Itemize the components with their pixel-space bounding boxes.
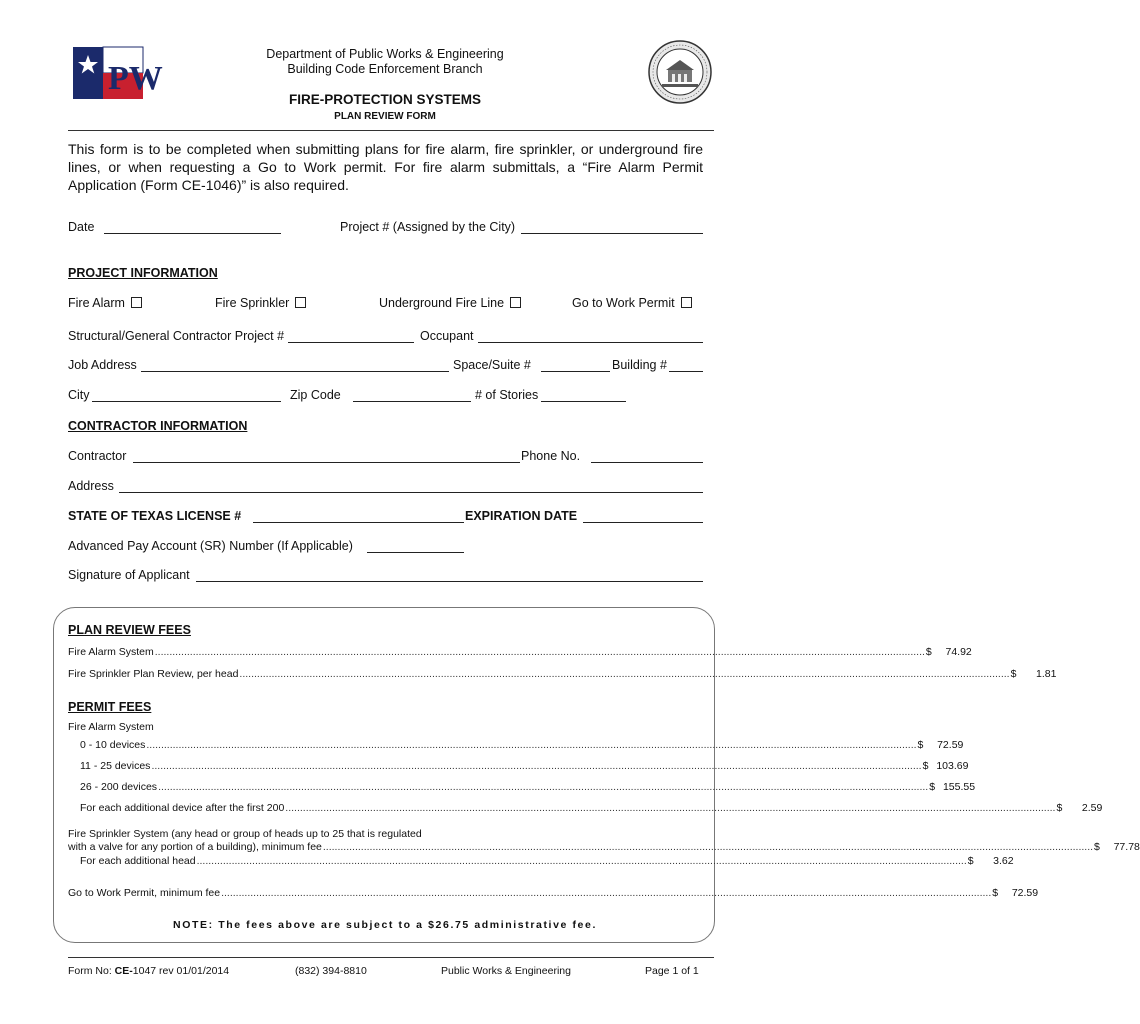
stories-label: # of Stories: [475, 388, 539, 402]
contractor-project-label: Structural/General Contractor Project #: [68, 329, 285, 343]
footer-divider: [68, 957, 714, 958]
city-label: City: [68, 388, 90, 402]
fee-row-additional-device: [68, 802, 1103, 815]
form-subtitle: PLAN REVIEW FORM: [334, 111, 436, 122]
fire-alarm-checkbox[interactable]: [131, 297, 142, 308]
space-suite-field[interactable]: [541, 371, 610, 372]
address-label: Address: [68, 479, 114, 493]
fee-amount: 3.62: [993, 855, 1014, 867]
contractor-field[interactable]: [133, 462, 520, 463]
fee-amount: 1.81: [1035, 668, 1057, 680]
form-title: FIRE-PROTECTION SYSTEMS: [288, 92, 481, 107]
fee-amount: 74.92: [945, 646, 972, 658]
go-to-work-checkbox[interactable]: [681, 297, 692, 308]
plan-review-fees-heading: PLAN REVIEW FEES: [68, 623, 191, 637]
fire-alarm-option[interactable]: [68, 296, 142, 310]
underground-fire-line-option[interactable]: [379, 296, 521, 310]
fee-name: with a valve for any portion of a building), minimum fee: [68, 841, 322, 853]
fee-currency: $: [917, 739, 924, 751]
fee-currency: $: [1056, 802, 1063, 814]
contractor-project-field[interactable]: [288, 342, 414, 343]
fee-name: 0 - 10 devices: [80, 739, 146, 751]
fee-row-26-200: [68, 781, 976, 794]
address-field[interactable]: [119, 492, 703, 493]
fee-currency: $: [1094, 841, 1100, 853]
fee-amount: 77.78: [1113, 841, 1140, 853]
department-name: Department of Public Works & Engineering: [266, 47, 504, 61]
license-label: STATE OF TEXAS LICENSE #: [68, 509, 242, 523]
date-field[interactable]: [104, 233, 281, 234]
fee-name: 11 - 25 devices: [80, 760, 151, 772]
phone-label: Phone No.: [521, 449, 581, 463]
date-label: Date: [68, 220, 95, 234]
logo-lettering: PW: [108, 60, 163, 97]
project-number-label: Project # (Assigned by the City): [340, 220, 516, 234]
fire-alarm-label: Fire Alarm: [68, 296, 125, 310]
fee-name: Fire Sprinkler Plan Review, per head: [68, 668, 239, 680]
page-number: Page 1 of 1: [645, 965, 699, 977]
form-number-revision: 1047 rev 01/01/2014: [132, 965, 230, 977]
fee-amount: 72.59: [937, 739, 964, 751]
fee-note: NOTE: The fees above are subject to a $26.75 administrative fee.: [173, 919, 597, 931]
project-info-heading: PROJECT INFORMATION: [68, 266, 218, 280]
fee-currency: $: [967, 855, 974, 867]
license-field[interactable]: [253, 522, 464, 523]
fee-currency: $: [922, 760, 929, 772]
fire-sprinkler-option[interactable]: [215, 296, 306, 310]
occupant-label: Occupant: [420, 329, 474, 343]
fee-amount: 155.55: [942, 781, 976, 793]
zip-code-label: Zip Code: [290, 388, 341, 402]
permit-fees-heading: PERMIT FEES: [68, 700, 152, 714]
underground-fire-line-label: Underground Fire Line: [379, 296, 505, 310]
occupant-field[interactable]: [478, 342, 703, 343]
fee-row-additional-head: [68, 855, 1014, 868]
fee-name: For each additional device after the first 200: [80, 802, 285, 814]
sprinkler-system-label: Fire Sprinkler System (any head or group of heads up to 25 that is regulated: [68, 828, 422, 840]
go-to-work-label: Go to Work Permit: [572, 296, 675, 310]
fee-row-go-to-work: [68, 887, 1039, 900]
fee-row-plan-alarm: [68, 646, 972, 659]
form-number-prefix: Form No:: [68, 965, 115, 977]
space-suite-label: Space/Suite #: [453, 358, 531, 372]
fee-amount: 72.59: [1011, 887, 1039, 899]
fee-amount: 103.69: [936, 760, 969, 772]
building-label: Building #: [612, 358, 667, 372]
phone-field[interactable]: [591, 462, 703, 463]
job-address-label: Job Address: [68, 358, 137, 372]
contractor-info-heading: CONTRACTOR INFORMATION: [68, 419, 248, 433]
fee-currency: $: [929, 781, 936, 793]
fee-amount: 2.59: [1081, 802, 1103, 814]
fire-sprinkler-label: Fire Sprinkler: [215, 296, 290, 310]
fee-name: Go to Work Permit, minimum fee: [68, 887, 221, 899]
zip-code-field[interactable]: [353, 401, 471, 402]
contractor-label: Contractor: [68, 449, 127, 463]
fee-name: 26 - 200 devices: [80, 781, 158, 793]
signature-label: Signature of Applicant: [68, 568, 190, 582]
fee-row-plan-sprinkler: [68, 668, 1057, 681]
stories-field[interactable]: [541, 401, 626, 402]
underground-fire-line-checkbox[interactable]: [510, 297, 521, 308]
branch-name: Building Code Enforcement Branch: [287, 62, 483, 76]
form-number-code: CE-: [114, 965, 133, 977]
city-field[interactable]: [92, 401, 281, 402]
header-divider: [68, 130, 714, 131]
advanced-pay-label: Advanced Pay Account (SR) Number (If Applicable): [68, 539, 353, 553]
fire-alarm-system-label: Fire Alarm System: [68, 721, 154, 733]
fee-currency: $: [992, 887, 999, 899]
advanced-pay-field[interactable]: [367, 552, 464, 553]
fee-currency: $: [1010, 668, 1017, 680]
fee-name: For each additional head: [80, 855, 196, 867]
footer-department: Public Works & Engineering: [441, 965, 571, 977]
signature-field[interactable]: [196, 581, 703, 582]
fire-sprinkler-checkbox[interactable]: [295, 297, 306, 308]
go-to-work-option[interactable]: [572, 296, 692, 310]
fee-row-0-10: [68, 739, 964, 752]
fee-currency: $: [925, 646, 932, 658]
fee-name: Fire Alarm System: [68, 646, 154, 658]
expiration-label: EXPIRATION DATE: [465, 509, 578, 523]
fee-row-11-25: [68, 760, 969, 773]
footer-phone: (832) 394-8810: [295, 965, 367, 977]
intro-paragraph: This form is to be completed when submitting plans for fire alarm, fire sprinkler, or underground fire lines, or when requesting a Go to Work permit. For fire alarm submittals, a “Fire Alarm Permit Application (Form CE-1046)” is also required.: [68, 141, 703, 193]
fee-row-sprinkler-minimum: [68, 841, 1140, 854]
building-field[interactable]: [669, 371, 703, 372]
form-number: [68, 965, 229, 977]
project-number-field[interactable]: [521, 233, 703, 234]
job-address-field[interactable]: [141, 371, 449, 372]
expiration-field[interactable]: [583, 522, 703, 523]
